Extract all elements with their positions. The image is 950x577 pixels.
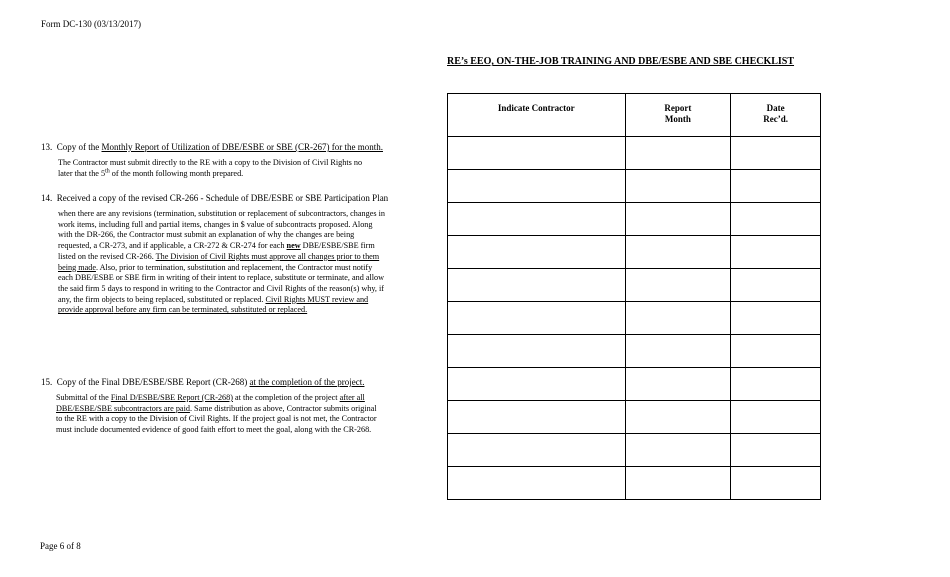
page-number: Page 6 of 8 [40, 541, 81, 551]
date-received-cell[interactable] [731, 269, 821, 302]
date-received-cell[interactable] [731, 170, 821, 203]
table-row [448, 434, 821, 467]
col-report-month: Report Month [625, 94, 731, 137]
item-15-heading: 15. Copy of the Final DBE/ESBE/SBE Report (CR-268) at the completion of the project. [41, 377, 365, 387]
table-row [448, 368, 821, 401]
item-14-body: when there are any revisions (termination, substitution or replacement of subcontractors, changes in work items, including full and partial items, changes in $ value of subcontracts proposed. Along with the DR-266, the Contractor must submit an explanation of why the changes are being requested, a CR-273, and if applicable, a CR-272 & CR-274 for each new DBE/ESBE/SBE firm listed on the revised CR-266. The Division of Civil Rights must approve all changes prior to them being made. Also, prior to termination, substitution and replacement, the Contractor must notify each DBE/ESBE or SBE firm in writing of their intent to replace, substitute or terminate, and allow the said firm 5 days to respond in writing to the Contractor and Civil Rights of the reason(s) why, if any, the firm objects to being replaced, substituted or replaced. Civil Rights MUST review and provide approval before any firm can be terminated, substituted or replaced. [58, 209, 385, 315]
date-received-cell[interactable] [731, 467, 821, 500]
col-date-received: Date Rec’d. [731, 94, 821, 137]
date-received-cell[interactable] [731, 302, 821, 335]
cr-267-link: Monthly Report of Utilization of DBE/ESBE or SBE (CR-267) for the month. [101, 142, 383, 152]
item-13-heading: 13. Copy of the Monthly Report of Utilization of DBE/ESBE or SBE (CR-267) for the month. [41, 142, 383, 152]
date-received-cell[interactable] [731, 401, 821, 434]
table-row [448, 335, 821, 368]
table-row [448, 401, 821, 434]
table-row [448, 236, 821, 269]
report-month-cell[interactable] [625, 401, 731, 434]
report-month-cell[interactable] [625, 302, 731, 335]
item-14-heading: 14. Received a copy of the revised CR-266 - Schedule of DBE/ESBE or SBE Participation Plan [41, 193, 389, 203]
date-received-cell[interactable] [731, 203, 821, 236]
report-month-cell[interactable] [625, 335, 731, 368]
contractor-cell[interactable] [448, 269, 626, 302]
form-number: Form DC-130 (03/13/2017) [41, 19, 141, 29]
contractor-cell[interactable] [448, 302, 626, 335]
date-received-cell[interactable] [731, 236, 821, 269]
contractor-cell[interactable] [448, 137, 626, 170]
report-month-cell[interactable] [625, 368, 731, 401]
report-month-cell[interactable] [625, 236, 731, 269]
item-15-body: Submittal of the Final D/ESBE/SBE Report (CR-268) at the completion of the project after all DBE/ESBE/SBE subcontractors are paid. Same distribution as above, Contractor submits original to the RE with a copy to the Division of Civil Rights. If the project goal is not met, the Contractor must include documented evidence of good faith effort to meet the goal, along with the CR-268. [56, 393, 377, 435]
item-13-body: The Contractor must submit directly to the RE with a copy to the Division of Civil Rights no later that the 5th of the month following month prepared. [58, 158, 363, 178]
table-row [448, 467, 821, 500]
contractor-cell[interactable] [448, 170, 626, 203]
table-row [448, 137, 821, 170]
table-row [448, 170, 821, 203]
report-month-cell[interactable] [625, 467, 731, 500]
date-received-cell[interactable] [731, 434, 821, 467]
date-received-cell[interactable] [731, 137, 821, 170]
table-row [448, 302, 821, 335]
date-received-cell[interactable] [731, 368, 821, 401]
report-month-cell[interactable] [625, 137, 731, 170]
contractor-cell[interactable] [448, 401, 626, 434]
contractor-cell[interactable] [448, 434, 626, 467]
date-received-cell[interactable] [731, 335, 821, 368]
contractor-cell[interactable] [448, 368, 626, 401]
table-row [448, 269, 821, 302]
page-title: RE’s EEO, ON-THE-JOB TRAINING AND DBE/ESBE AND SBE CHECKLIST [447, 56, 795, 67]
report-month-cell[interactable] [625, 434, 731, 467]
report-month-cell[interactable] [625, 203, 731, 236]
report-month-cell[interactable] [625, 170, 731, 203]
contractor-cell[interactable] [448, 335, 626, 368]
contractor-cell[interactable] [448, 236, 626, 269]
table-row [448, 203, 821, 236]
col-indicate-contractor: Indicate Contractor [448, 94, 626, 137]
checklist-table [447, 93, 821, 500]
contractor-cell[interactable] [448, 467, 626, 500]
report-month-cell[interactable] [625, 269, 731, 302]
table-header-row [448, 94, 821, 137]
contractor-cell[interactable] [448, 203, 626, 236]
